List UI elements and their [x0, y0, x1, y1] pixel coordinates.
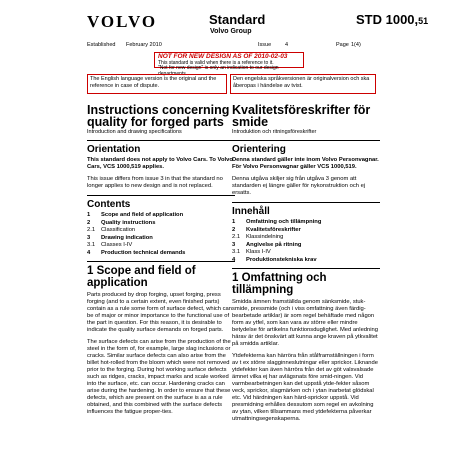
language-notice-sv: Den engelska språkversionen är originalversion och ska åberopas i händelse av tvist.	[230, 74, 376, 94]
issue-value: 4	[285, 42, 289, 48]
divider	[232, 202, 380, 203]
page-label: Page	[336, 42, 349, 48]
divider	[87, 140, 235, 141]
divider	[232, 140, 380, 141]
english-toc	[87, 212, 235, 257]
swedish-intro: Introduktion och ritningsföreskrifter	[232, 129, 317, 135]
toc-item: 2 Kvalitetsföreskrifter	[232, 226, 301, 233]
standard-revision: 51	[418, 16, 429, 26]
swedish-scope-p1: Smidda ämnen framställda genom sänksmide, stuk-smide, pressmide (och i viss omfattning även färdig-bearbetade artiklar) är som regel behäftade med någon form av ytfel, som kan vara av större eller mindre betydelse för artikelns funktionsduglighet. Med anledning härav är det önskvärt att kunna ange kraven på ytkvalitet på smidda artiklar.	[232, 299, 378, 347]
language-notice-en: The English language version is the original and the reference in case of dispute.	[87, 74, 227, 94]
standard-code: STD 1000,	[356, 12, 419, 27]
swedish-scope-p2: Ytdefekterna kan härröra från stålframställningen i form av t ex större slagginneslutningar eller sprickor. Liknande ytdefekter kan även härröra från det av göt valsvalsade ämnet vilka ej har avlägsnats före smid-ningen. Vid varmbearbetningen kan det uppstå ytde-fekter såsom veck, sprickor, slagmärken och i ytan inarbetat glödskal etc. Vid härdningen kan härd-sprickor uppstå. Vid presmidning erhålles dessutom som regel en avkolning av ytan, vilken tillsammans med ytdefekterna påverkar utmattningsegenskaperna.	[232, 353, 378, 422]
banner-line-2: This standard is valid when there is a reference to it.	[158, 59, 274, 66]
standard-number	[356, 12, 428, 27]
english-orientation-text: This issue differs from issue 3 in that the standard no longer applies to new design and is not replaced.	[87, 176, 223, 189]
swedish-column	[232, 104, 380, 423]
english-scope-p2: The surface defects can arise from the production of the steel in the form of, for example, large slag inclusions or cracks. Similar surface defects can also arise from the billet hot-rolled from the bloom which were not removed prior to the forging. During hot working surface defects such as ridges, cracks, impact marks and scale worked into the surface, etc. can occur. Hardening cracks can arise during the hardening. In order to ensure that these defects, which are present on the surface is as a rule obtained, and this combined with the surface defects influences the fatigue proper-ties.	[87, 339, 231, 415]
toc-item: 3.1 Classes I-IV	[87, 242, 133, 248]
english-orientation-heading: Orientation	[87, 144, 141, 155]
toc-item: 2.1 Classification	[87, 227, 136, 233]
established-label: Established	[87, 42, 116, 48]
english-orientation-bold: This standard does not apply to Volvo Cars. To Volvo Cars, VCS 1000,519 applies.	[87, 157, 233, 170]
standard-subtitle: Volvo Group	[210, 28, 252, 35]
swedish-toc	[232, 219, 380, 264]
not-for-new-design-banner	[154, 52, 304, 77]
divider	[87, 261, 235, 262]
swedish-orientation-text: Denna utgåva skiljer sig från utgåva 3 genom att standarden ej längre gäller för nykonstruktion och ej ersatts.	[232, 176, 366, 196]
swedish-contents-heading: Innehåll	[232, 206, 270, 217]
english-contents-heading: Contents	[87, 199, 131, 210]
divider	[87, 195, 235, 196]
established-value: February 2010	[126, 42, 162, 48]
toc-item: 3 Drawing indication	[87, 234, 153, 241]
toc-item: 2 Quality instructions	[87, 219, 156, 226]
english-column	[87, 104, 235, 416]
page-value: 1(4)	[351, 42, 361, 48]
toc-item: 1 Omfattning och tillämpning	[232, 219, 322, 225]
swedish-orientation-heading: Orientering	[232, 144, 286, 155]
toc-item: 3 Angivelse på ritning	[232, 241, 302, 248]
english-intro: Introduction and drawing specifications	[87, 129, 182, 135]
english-title: Instructions concerning quality for forged parts	[87, 103, 230, 129]
swedish-orientation-bold: Denna standard gäller inte inom Volvo Personvagnar. För Volvo Personvagnar gäller VCS 1000,519.	[232, 157, 379, 170]
swedish-scope-heading: 1 Omfattning och tillämpning	[232, 272, 327, 296]
english-scope-p1: Parts produced by drop forging, upset forging, press forging (and to a certain extent, even finished parts) contain as a rule some form of surface defect, which can be of major or minor importance to the functional use of the part in question. For this reason, it is desirable to indicate the quality surface demands on forged parts.	[87, 292, 232, 333]
toc-item: 3.1 Klass I-IV	[232, 249, 271, 255]
toc-item: 4 Produktionstekniska krav	[232, 256, 317, 263]
divider	[232, 268, 380, 269]
standard-title: Standard	[209, 12, 266, 27]
toc-item: 2.1 Klassindelning	[232, 234, 284, 240]
banner-heading: NOT FOR NEW DESIGN AS OF 2010-02-03	[158, 53, 288, 60]
swedish-title: Kvalitetsföreskrifter för smide	[232, 103, 371, 129]
volvo-logo: VOLVO	[87, 12, 158, 31]
english-scope-heading: 1 Scope and field of application	[87, 265, 196, 289]
toc-item: 4 Production technical demands	[87, 249, 186, 256]
banner-line-3: "Not for new design" is only an indication to our design departments.	[158, 65, 279, 77]
issue-label: Issue	[258, 42, 272, 48]
toc-item: 1 Scope and field of application	[87, 212, 184, 218]
